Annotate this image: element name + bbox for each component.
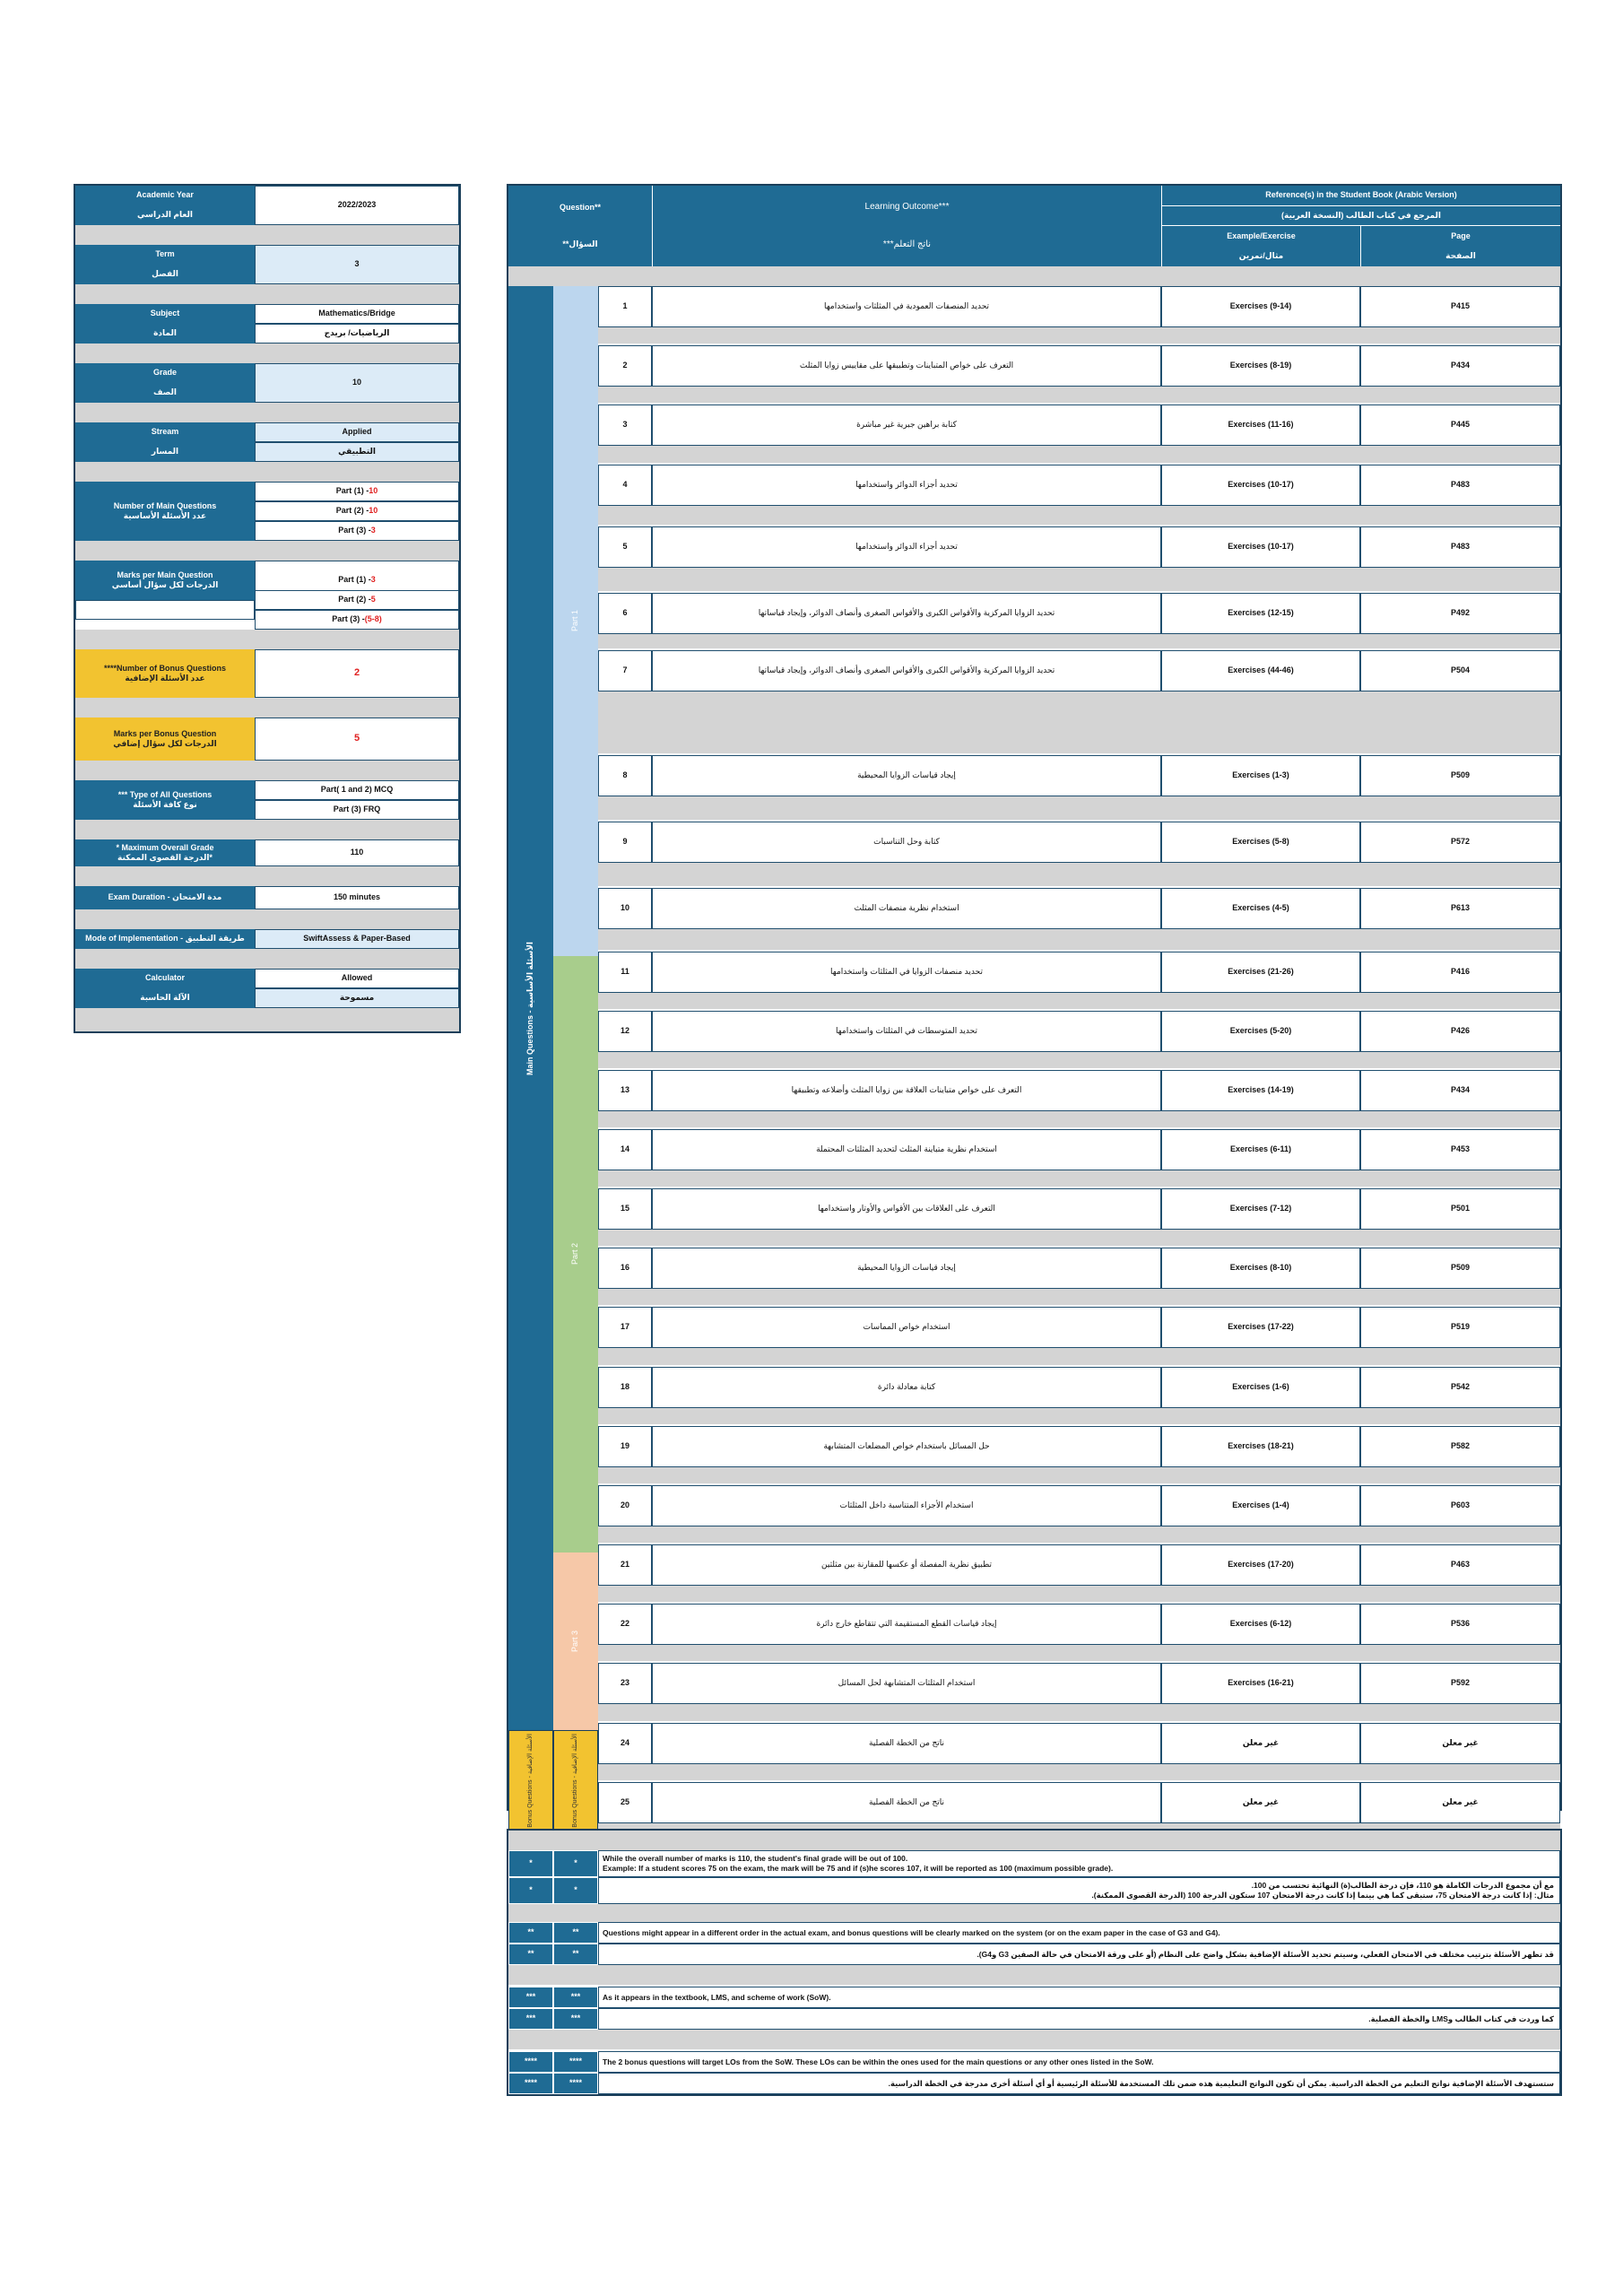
example-exercise: Exercises (8-19) xyxy=(1161,345,1360,387)
note-marker: ** xyxy=(508,1922,553,1944)
question-number: 10 xyxy=(598,888,652,929)
page-reference: P416 xyxy=(1360,952,1560,993)
main-questions-part2: Part (2) - 10 xyxy=(255,501,459,521)
example-exercise: Exercises (21-26) xyxy=(1161,952,1360,993)
row-separator xyxy=(598,1170,1560,1187)
note-marker: * xyxy=(508,1850,553,1877)
note-marker: **** xyxy=(553,2073,598,2094)
note-marker: *** xyxy=(508,1987,553,2008)
note-marker: **** xyxy=(508,2051,553,2073)
question-type-label xyxy=(75,780,255,820)
example-exercise: Exercises (6-12) xyxy=(1161,1604,1360,1645)
bonus-marks-label-ar: الدرجات لكل سؤال إضافي xyxy=(113,739,217,748)
learning-outcome: إيجاد قياسات الزوايا المحيطية xyxy=(652,1248,1161,1289)
calculator-value: Allowed xyxy=(255,969,459,988)
stream-label: Stream xyxy=(75,422,255,442)
page-reference: P613 xyxy=(1360,888,1560,929)
bonus-band-inner-label: Bonus Questions - الأسئلة الإضافية xyxy=(571,1733,578,1828)
separator xyxy=(75,284,459,304)
implementation-mode-label: Mode of Implementation - طريقة التطبيق xyxy=(75,929,255,949)
separator xyxy=(75,225,459,245)
learning-outcome: استخدام الأجزاء المتناسبة داخل المثلثات xyxy=(652,1485,1161,1526)
question-type-label-en: *** Type of All Questions xyxy=(117,789,213,799)
learning-outcome: تحديد أجزاء الدوائر واستخدامها xyxy=(652,526,1161,568)
page-reference: P434 xyxy=(1360,1070,1560,1111)
example-exercise: غير معلن xyxy=(1161,1782,1360,1823)
marks-main-part1: Part (1) - 3 xyxy=(255,561,459,600)
subject-label-ar: المادة xyxy=(75,324,255,344)
row-separator xyxy=(598,1052,1560,1068)
example-exercise: Exercises (5-8) xyxy=(1161,822,1360,863)
calculator-label-ar: الآلة الحاسبة xyxy=(75,988,255,1008)
note-text-en: The 2 bonus questions will target LOs from the SoW. These LOs can be within the ones used for the main questions or any other ones listed in the SoW. xyxy=(598,2051,1560,2073)
example-exercise: Exercises (4-5) xyxy=(1161,888,1360,929)
page-reference: P509 xyxy=(1360,1248,1560,1289)
note-marker: * xyxy=(553,1850,598,1877)
academic-year-label-ar: العام الدراسي xyxy=(75,205,255,225)
example-exercise: Exercises (17-20) xyxy=(1161,1544,1360,1586)
row-separator xyxy=(598,993,1560,1009)
reference-column-header: Reference(s) in the Student Book (Arabic Version) xyxy=(1161,186,1560,205)
page-reference: P592 xyxy=(1360,1663,1560,1704)
row-separator xyxy=(598,506,1560,525)
example-exercise: Exercises (1-3) xyxy=(1161,755,1360,796)
question-number: 21 xyxy=(598,1544,652,1586)
row-separator xyxy=(598,1645,1560,1661)
part2-band-label: Part 2 xyxy=(570,1243,580,1265)
page-reference: غير معلن xyxy=(1360,1782,1560,1823)
bonus-marks-label-en: Marks per Bonus Question xyxy=(113,728,217,738)
question-number: 17 xyxy=(598,1307,652,1348)
term-label-ar: الفصل xyxy=(75,265,255,284)
row-separator xyxy=(598,327,1560,344)
example-exercise: غير معلن xyxy=(1161,1723,1360,1764)
example-exercise: Exercises (16-21) xyxy=(1161,1663,1360,1704)
page-reference: P582 xyxy=(1360,1426,1560,1467)
academic-year-label: Academic Year xyxy=(75,186,255,205)
example-exercise: Exercises (10-17) xyxy=(1161,526,1360,568)
note-marker: **** xyxy=(553,2051,598,2073)
example-exercise: Exercises (10-17) xyxy=(1161,465,1360,506)
row-separator xyxy=(598,1111,1560,1127)
question-number: 20 xyxy=(598,1485,652,1526)
part3-band-label: Part 3 xyxy=(570,1630,580,1652)
note-marker: ** xyxy=(508,1944,553,1965)
learning-outcome: ناتج من الخطة الفصلية xyxy=(652,1723,1161,1764)
main-questions-label-ar: عدد الأسئلة الأساسية xyxy=(123,511,207,520)
learning-outcome: حل المسائل باستخدام خواص المضلعات المتشابهة xyxy=(652,1426,1161,1467)
academic-year-value: 2022/2023 xyxy=(255,186,459,225)
learning-outcome: تحديد الزوايا المركزية والأقواس الكبرى والأقواس الصغرى وأنصاف الدوائر، وإيجاد قياساتها xyxy=(652,593,1161,634)
bonus-band-outer-label: Bonus Questions - الأسئلة الإضافية xyxy=(526,1733,534,1828)
page-reference: P434 xyxy=(1360,345,1560,387)
note-text-ar: مع أن مجموع الدرجات الكاملة هو 110، فإن درجة الطالب(ة) النهائية تحتسب من 100. مثال: إذا كانت درجة الامتحان 75، ستبقى كما هي بينما إذا كانت درجة الامتحان 107 ستكون الدرجة 100 (الدرجة القصوى الممكنة). xyxy=(598,1877,1560,1904)
learning-outcome: التعرف على العلاقات بين الأقواس والأوتار واستخدامها xyxy=(652,1188,1161,1230)
row-separator xyxy=(598,691,1560,753)
subject-value: Mathematics/Bridge xyxy=(255,304,459,324)
bonus-marks-label xyxy=(75,718,255,761)
marks-main-label xyxy=(75,561,255,600)
learning-outcome: كتابة معادلة دائرة xyxy=(652,1367,1161,1408)
page-reference: P483 xyxy=(1360,465,1560,506)
notes-frame xyxy=(507,1829,1562,2096)
max-grade-value: 110 xyxy=(255,839,459,866)
example-exercise: Exercises (11-16) xyxy=(1161,404,1360,446)
example-column-header: Example/Exercise xyxy=(1161,225,1360,247)
row-separator xyxy=(598,634,1560,648)
page-reference: P426 xyxy=(1360,1011,1560,1052)
row-separator xyxy=(598,1230,1560,1246)
page-column-header: Page xyxy=(1360,225,1560,247)
row-separator xyxy=(598,1289,1560,1305)
marks-main-label-ar: الدرجات لكل سؤال أساسي xyxy=(111,580,219,589)
header-separator xyxy=(508,266,1560,286)
calculator-label: Calculator xyxy=(75,969,255,988)
learning-outcome: التعرف على خواص متباينات العلاقة بين زوايا المثلث وأضلاعه وتطبيقها xyxy=(652,1070,1161,1111)
reference-column-header-ar: المرجع في كتاب الطالب (النسخة العربية) xyxy=(1161,205,1560,225)
question-number: 12 xyxy=(598,1011,652,1052)
example-exercise: Exercises (1-6) xyxy=(1161,1367,1360,1408)
note-marker: ** xyxy=(553,1922,598,1944)
note-marker: * xyxy=(553,1877,598,1904)
max-grade-label xyxy=(75,839,255,866)
example-column-header-ar: مثال/تمرين xyxy=(1161,247,1360,266)
question-number: 1 xyxy=(598,286,652,327)
note-text-ar: كما وردت في كتاب الطالب وLMS والخطة الفصلية. xyxy=(598,2008,1560,2030)
separator xyxy=(75,630,459,649)
term-label: Term xyxy=(75,245,255,265)
learning-outcome: تحديد منصفات الزوايا في المثلثات واستخدامها xyxy=(652,952,1161,993)
page-reference: P504 xyxy=(1360,650,1560,691)
example-exercise: Exercises (9-14) xyxy=(1161,286,1360,327)
separator xyxy=(75,761,459,780)
stream-label-ar: المسار xyxy=(75,442,255,462)
learning-outcome: تحديد الزوايا المركزية والأقواس الكبرى والأقواس الصغرى وأنصاف الدوائر، وإيجاد قياساتها xyxy=(652,650,1161,691)
question-number: 9 xyxy=(598,822,652,863)
example-exercise: Exercises (14-19) xyxy=(1161,1070,1360,1111)
row-separator xyxy=(598,446,1560,463)
question-number: 24 xyxy=(598,1723,652,1764)
question-number: 22 xyxy=(598,1604,652,1645)
question-number: 16 xyxy=(598,1248,652,1289)
page-reference: P463 xyxy=(1360,1544,1560,1586)
note-marker: **** xyxy=(508,2073,553,2094)
question-number: 5 xyxy=(598,526,652,568)
question-number: 8 xyxy=(598,755,652,796)
page-reference: P572 xyxy=(1360,822,1560,863)
note-marker: *** xyxy=(508,2008,553,2030)
subject-label: Subject xyxy=(75,304,255,324)
note-text-en: Questions might appear in a different order in the actual exam, and bonus questions will be clearly marked on the system (or on the exam paper in the case of G3 and G4). xyxy=(598,1922,1560,1944)
question-number: 2 xyxy=(598,345,652,387)
note-marker: ** xyxy=(553,1944,598,1965)
max-grade-label-ar: *الدرجة القصوى الممكنة xyxy=(117,853,213,862)
page-reference: P415 xyxy=(1360,286,1560,327)
grade-label: Grade xyxy=(75,363,255,383)
page-column-header-ar: الصفحة xyxy=(1360,247,1560,266)
separator xyxy=(75,949,459,969)
page-reference: P445 xyxy=(1360,404,1560,446)
learning-outcome: إيجاد قياسات القطع المستقيمة التي تتقاطع خارج دائرة xyxy=(652,1604,1161,1645)
question-column-header-ar: السؤال** xyxy=(562,239,598,248)
question-column-header-en: Question** xyxy=(559,202,601,212)
separator xyxy=(75,1008,459,1031)
example-exercise: Exercises (17-22) xyxy=(1161,1307,1360,1348)
note-text-ar: ستستهدف الأسئلة الإضافية نواتج التعليم من الخطة الدراسية. يمكن أن تكون النواتج التعليمية هذه ضمن تلك المستخدمة للأسئلة الرئيسية أو أي أسئلة أخرى مدرجة في الخطة الدراسية. xyxy=(598,2073,1560,2094)
note-text-en: While the overall number of marks is 110, the student's final grade will be out of 100. Example: If a student scores 75 on the exam, the mark will be 75 and if (s)he scores 107, it will be reported as 100 (maximum possible grade). xyxy=(598,1850,1560,1877)
grade-value: 10 xyxy=(255,363,459,403)
marks-main-part3: Part (3) - (5-8) xyxy=(255,610,459,630)
calculator-value-ar: مسموحة xyxy=(255,988,459,1008)
term-value: 3 xyxy=(255,245,459,284)
example-exercise: Exercises (8-10) xyxy=(1161,1248,1360,1289)
page-reference: P603 xyxy=(1360,1485,1560,1526)
row-separator xyxy=(598,387,1560,403)
bonus-count-label-ar: عدد الأسئلة الإضافية xyxy=(125,674,205,683)
separator xyxy=(75,541,459,561)
stream-value: Applied xyxy=(255,422,459,442)
learning-outcome: استخدام نظرية متباينة المثلث لتحديد المثلثات المحتملة xyxy=(652,1129,1161,1170)
learning-outcome-column-header xyxy=(652,186,1161,266)
main-questions-label-en: Number of Main Questions xyxy=(113,500,217,510)
learning-outcome: إيجاد قياسات الزوايا المحيطية xyxy=(652,755,1161,796)
main-questions-part1: Part (1) - 10 xyxy=(255,482,459,501)
row-separator xyxy=(598,796,1560,820)
example-exercise: Exercises (18-21) xyxy=(1161,1426,1360,1467)
page-reference: P483 xyxy=(1360,526,1560,568)
question-number: 15 xyxy=(598,1188,652,1230)
learning-outcome-header-ar: ناتج التعلم*** xyxy=(882,239,932,249)
learning-outcome: ناتج من الخطة الفصلية xyxy=(652,1782,1161,1823)
learning-outcome: تحديد المنصفات العمودية في المثلثات واستخدامها xyxy=(652,286,1161,327)
page-reference: P453 xyxy=(1360,1129,1560,1170)
row-separator xyxy=(598,1586,1560,1602)
main-questions-part3: Part (3) - 3 xyxy=(255,521,459,541)
question-column-header xyxy=(508,186,652,266)
exam-duration-value: 150 minutes xyxy=(255,886,459,909)
question-number: 25 xyxy=(598,1782,652,1823)
row-separator xyxy=(598,1764,1560,1780)
bonus-count-label-en: ****Number of Bonus Questions xyxy=(103,663,226,673)
grade-label-ar: الصف xyxy=(75,383,255,403)
question-number: 3 xyxy=(598,404,652,446)
learning-outcome: استخدام خواص المماسات xyxy=(652,1307,1161,1348)
page-reference: P536 xyxy=(1360,1604,1560,1645)
separator xyxy=(75,909,459,929)
marks-main-spacer xyxy=(75,600,255,620)
page-reference: P492 xyxy=(1360,593,1560,634)
marks-main-part2: Part (2) - 5 xyxy=(255,590,459,610)
note-marker: *** xyxy=(553,1987,598,2008)
question-number: 23 xyxy=(598,1663,652,1704)
learning-outcome: كتابة براهين جبرية غير مباشرة xyxy=(652,404,1161,446)
page-reference: P509 xyxy=(1360,755,1560,796)
row-separator xyxy=(598,1408,1560,1424)
separator xyxy=(75,344,459,363)
question-number: 7 xyxy=(598,650,652,691)
question-number: 18 xyxy=(598,1367,652,1408)
learning-outcome: استخدام نظرية منصفات المثلث xyxy=(652,888,1161,929)
question-number: 11 xyxy=(598,952,652,993)
separator xyxy=(75,820,459,839)
row-separator xyxy=(598,929,1560,950)
part1-band-label: Part 1 xyxy=(570,610,580,632)
row-separator xyxy=(598,863,1560,886)
example-exercise: Exercises (7-12) xyxy=(1161,1188,1360,1230)
marks-main-label-en: Marks per Main Question xyxy=(117,570,213,579)
stream-value-ar: التطبيقي xyxy=(255,442,459,462)
question-number: 14 xyxy=(598,1129,652,1170)
main-questions-label xyxy=(75,482,255,541)
subject-value-ar: الرياضيات/ بريدج xyxy=(255,324,459,344)
question-type-label-ar: نوع كافة الأسئلة xyxy=(133,800,197,809)
row-separator xyxy=(598,1526,1560,1543)
learning-outcome-header-en: Learning Outcome*** xyxy=(864,201,950,212)
page-reference: غير معلن xyxy=(1360,1723,1560,1764)
learning-outcome: تحديد أجزاء الدوائر واستخدامها xyxy=(652,465,1161,506)
question-number: 4 xyxy=(598,465,652,506)
example-exercise: Exercises (44-46) xyxy=(1161,650,1360,691)
separator xyxy=(75,403,459,422)
note-text-ar: قد تظهر الأسئلة بترتيب مختلف في الامتحان الفعلي، وسيتم تحديد الأسئلة الإضافية بشكل واضح على النظام (أو على ورقة الامتحان في حالة الصفين G3 وG4). xyxy=(598,1944,1560,1965)
row-separator xyxy=(598,1348,1560,1365)
separator xyxy=(75,698,459,718)
question-number: 13 xyxy=(598,1070,652,1111)
separator xyxy=(75,866,459,886)
example-exercise: Exercises (1-4) xyxy=(1161,1485,1360,1526)
page-reference: P542 xyxy=(1360,1367,1560,1408)
example-exercise: Exercises (12-15) xyxy=(1161,593,1360,634)
learning-outcome: استخدام المثلثات المتشابهة لحل المسائل xyxy=(652,1663,1161,1704)
bonus-marks-value: 5 xyxy=(255,718,459,761)
question-number: 6 xyxy=(598,593,652,634)
separator xyxy=(75,462,459,482)
main-questions-band-label: Main Questions - الأسئلة الأساسية xyxy=(525,941,535,1075)
implementation-mode-value: SwiftAssess & Paper-Based xyxy=(255,929,459,949)
note-text-en: As it appears in the textbook, LMS, and scheme of work (SoW). xyxy=(598,1987,1560,2008)
question-type-value-2: Part (3) FRQ xyxy=(255,800,459,820)
note-marker: *** xyxy=(553,2008,598,2030)
exam-duration-label: Exam Duration - مدة الامتحان xyxy=(75,886,255,909)
row-separator xyxy=(598,1704,1560,1721)
question-type-value-1: Part( 1 and 2) MCQ xyxy=(255,780,459,800)
learning-outcome: كتابة وحل التناسبات xyxy=(652,822,1161,863)
example-exercise: Exercises (6-11) xyxy=(1161,1129,1360,1170)
learning-outcome: تطبيق نظرية المفصلة أو عكسها للمقارنة بين مثلثين xyxy=(652,1544,1161,1586)
row-separator xyxy=(598,568,1560,591)
question-number: 19 xyxy=(598,1426,652,1467)
example-exercise: Exercises (5-20) xyxy=(1161,1011,1360,1052)
page-reference: P519 xyxy=(1360,1307,1560,1348)
note-marker: * xyxy=(508,1877,553,1904)
max-grade-label-en: * Maximum Overall Grade xyxy=(116,842,214,852)
bonus-count-label xyxy=(75,649,255,698)
bonus-count-value: 2 xyxy=(255,649,459,698)
learning-outcome: تحديد المتوسطات في المثلثات واستخدامها xyxy=(652,1011,1161,1052)
row-separator xyxy=(598,1467,1560,1483)
learning-outcome: التعرف على خواص المتباينات وتطبيقها على مقاييس زوايا المثلث xyxy=(652,345,1161,387)
page-reference: P501 xyxy=(1360,1188,1560,1230)
